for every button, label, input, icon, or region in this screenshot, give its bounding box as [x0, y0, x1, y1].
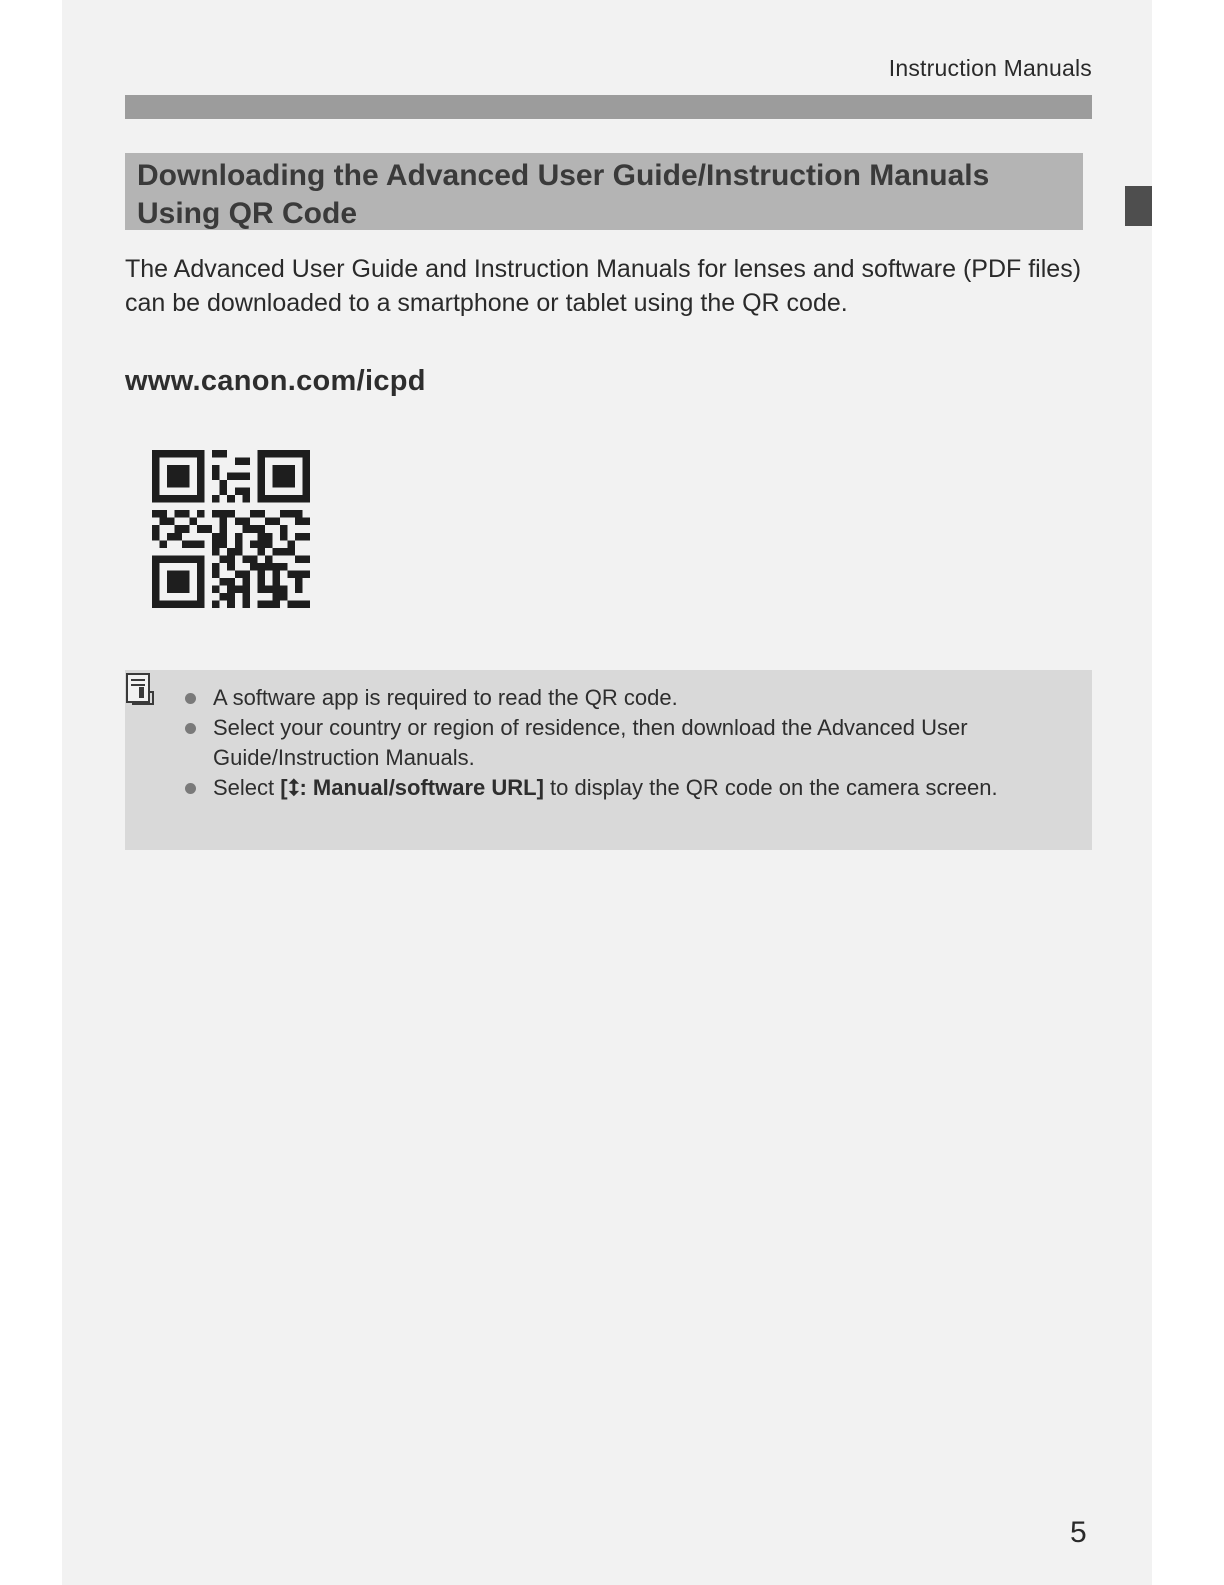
bullet-icon: [185, 783, 196, 794]
bullet-icon: [185, 693, 196, 704]
page-number: 5: [1070, 1516, 1087, 1549]
note-text-after: to display the QR code on the camera screen.: [543, 775, 998, 800]
note-text-before: Select: [213, 775, 281, 800]
section-title: [137, 157, 1083, 233]
section-title-line1: Downloading the Advanced User Guide/Instruction Manuals: [137, 159, 990, 192]
header-bar: [125, 95, 1092, 119]
running-header: Instruction Manuals: [888, 55, 1092, 81]
section-title-box: [125, 153, 1083, 230]
note-item: [183, 713, 1078, 773]
bullet-icon: [185, 723, 196, 734]
note-item: [183, 773, 1078, 803]
intro-paragraph: The Advanced User Guide and Instruction Manuals for lenses and software (PDF files) can be downloaded to a smartphone or tablet using the QR code.: [125, 255, 1082, 317]
note-text: Select your country or region of residence, then download the Advanced User Guide/Instruction Manuals.: [213, 715, 968, 770]
note-item: [183, 683, 1078, 713]
menu-reference: [⭥: Manual/software URL]: [280, 775, 544, 800]
note-text: A software app is required to read the QR code.: [213, 685, 678, 710]
memo-icon: [125, 672, 155, 706]
qr-code: [150, 450, 312, 608]
download-url[interactable]: www.canon.com/icpd: [125, 365, 426, 397]
chapter-tab-marker: [1125, 186, 1152, 226]
note-list: [183, 683, 1078, 803]
section-title-line2: Using QR Code: [137, 197, 358, 230]
